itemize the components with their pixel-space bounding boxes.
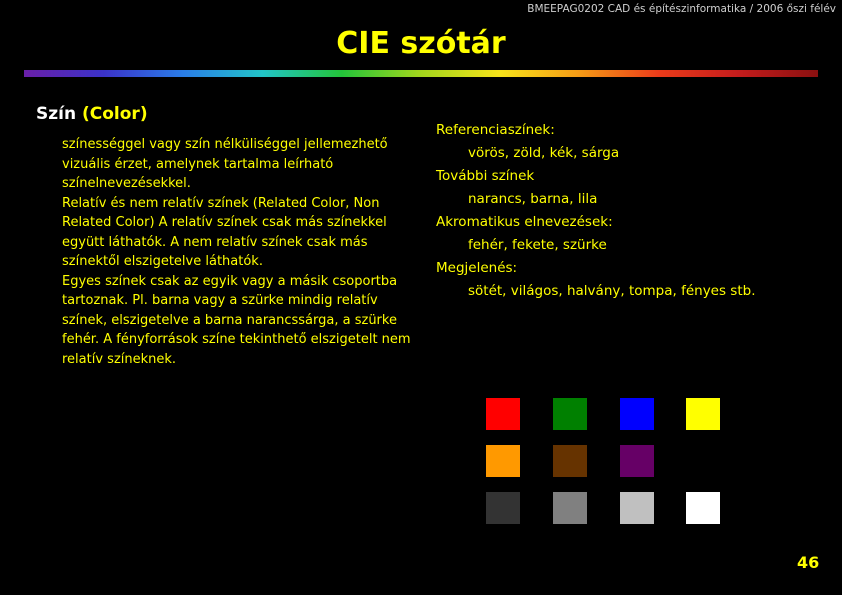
swatch-blue (620, 398, 654, 430)
swatch-black (686, 445, 720, 477)
list-heading: Referenciaszínek: (436, 122, 555, 138)
list-item: fehér, fekete, szürke (468, 237, 607, 253)
definition-paragraph: színességgel vagy szín nélküliséggel jellemezhető vizuális érzet, amelynek tartalma leírható színelnevezésekkel. (62, 137, 388, 191)
term-definition (62, 135, 412, 369)
definition-paragraph: Relatív és nem relatív színek (Related Color, Non Related Color) A relatív színek csak más színekkel együtt láthatók. A nem relatív színek csak más színektől elszigetelve láthatók. (62, 195, 387, 269)
swatch-purple (620, 445, 654, 477)
slide-title: CIE szótár (336, 26, 506, 61)
swatch-yellow (686, 398, 720, 430)
swatch-white (686, 492, 720, 524)
swatch-gray (553, 492, 587, 524)
color-names-list (436, 119, 836, 303)
list-item: vörös, zöld, kék, sárga (468, 145, 620, 161)
list-heading: Megjelenés: (436, 260, 518, 276)
spectrum-bar (24, 70, 818, 77)
page-number: 46 (797, 553, 820, 572)
swatch-orange (486, 445, 520, 477)
swatch-light-gray (620, 492, 654, 524)
swatch-brown (553, 445, 587, 477)
swatch-red (486, 398, 520, 430)
definition-paragraph: Egyes színek csak az egyik vagy a másik csoportba tartoznak. Pl. barna vagy a szürke mindig relatív színek, elszigetelve a barna narancssárga, a szürke fehér. A fényforrások színe tekinthető elszigetelt nem relatív színeknek. (62, 273, 411, 367)
list-heading: További színek (436, 168, 535, 184)
term-name: Szín (36, 104, 77, 124)
swatch-green (553, 398, 587, 430)
term-heading (36, 104, 148, 124)
list-item: narancs, barna, lila (468, 191, 598, 207)
swatch-dark-gray (486, 492, 520, 524)
term-translation: (Color) (82, 104, 148, 124)
course-header: BMEEPAG0202 CAD és építészinformatika / 2006 őszi félév (527, 3, 836, 15)
list-heading: Akromatikus elnevezések: (436, 214, 613, 230)
list-item: sötét, világos, halvány, tompa, fényes stb. (468, 283, 756, 299)
